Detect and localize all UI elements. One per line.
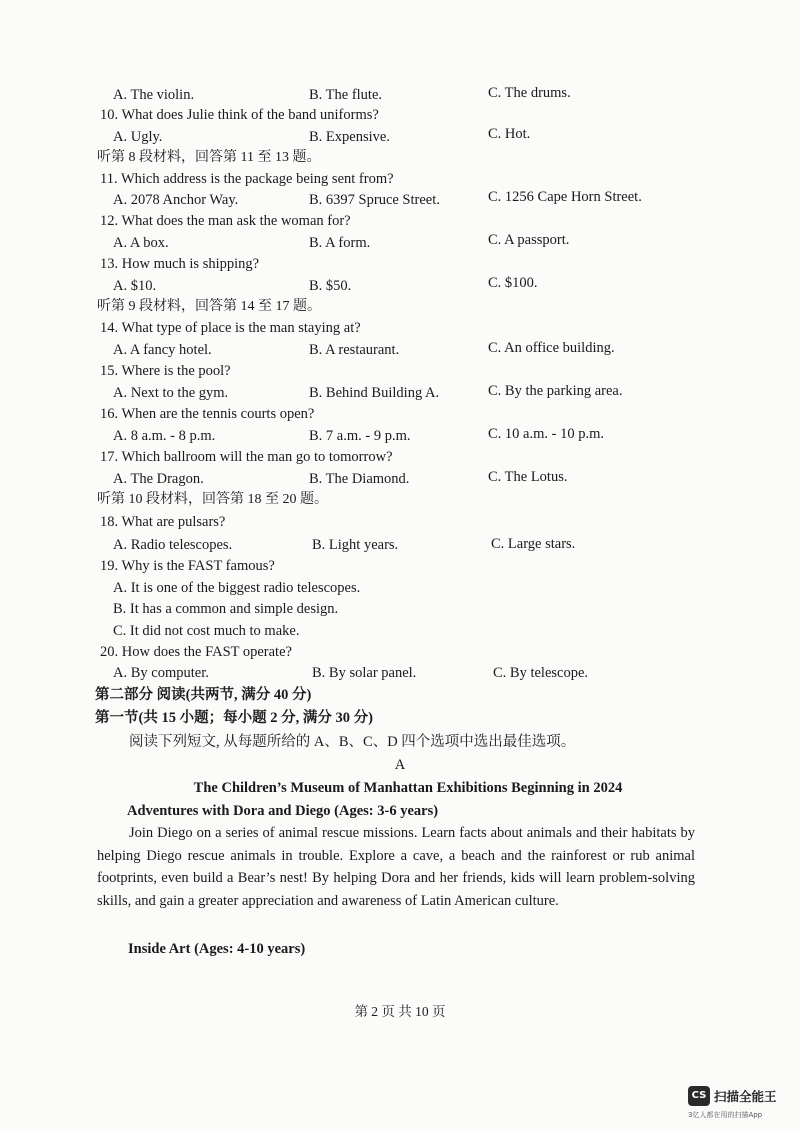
section-9-instruction: 听第 9 段材料，回答第 14 至 17 题。 (97, 299, 321, 314)
q12-option-a: A. A box. (113, 235, 169, 251)
q13-option-b: B. $50. (309, 278, 352, 294)
part-2-title: 第二部分 阅读(共两节, 满分 40 分) (95, 687, 312, 703)
exhibit-1-title: Adventures with Dora and Diego (Ages: 3-6 years) (127, 803, 439, 819)
q16-question: 16. When are the tennis courts open? (100, 406, 315, 422)
camscanner-logo-icon: CS (688, 1086, 710, 1106)
q18-option-b: B. Light years. (312, 537, 399, 553)
q9-option-c: C. The drums. (488, 85, 571, 101)
q12-option-b: B. A form. (309, 235, 371, 251)
scanner-watermark (688, 1086, 794, 1126)
q16-option-b: B. 7 a.m. - 9 p.m. (309, 428, 411, 444)
exhibit-1-description: Join Diego on a series of animal rescue missions. Learn facts about animals and their habitats by helping Diego rescue animals in trouble. Explore a cave, a beach and the rainforest or rub animal footprints, even build a Bear’s nest! By helping Dora and her friends, kids will learn problem-solving skills, and gain a greater appreciation and awareness of Latin American culture. (97, 825, 695, 910)
exhibit-2-title: Inside Art (Ages: 4-10 years) (128, 941, 306, 957)
page-number: 第 2 页 共 10 页 (354, 1004, 446, 1019)
q20-option-a: A. By computer. (113, 665, 209, 681)
q19-question: 19. Why is the FAST famous? (100, 558, 275, 574)
q15-option-b: B. Behind Building A. (309, 385, 440, 401)
q12-option-c: C. A passport. (488, 232, 570, 248)
q11-option-c: C. 1256 Cape Horn Street. (488, 189, 642, 205)
q18-option-c: C. Large stars. (491, 536, 576, 552)
q9-option-a: A. The violin. (113, 87, 195, 103)
q13-option-c: C. $100. (488, 275, 538, 291)
q10-option-b: B. Expensive. (309, 129, 390, 145)
q14-question: 14. What type of place is the man staying at? (100, 320, 361, 336)
q15-option-c: C. By the parking area. (488, 383, 623, 399)
q14-option-a: A. A fancy hotel. (113, 342, 212, 358)
passage-label: A (394, 757, 406, 773)
reading-instruction: 阅读下列短文, 从每题所给的 A、B、C、D 四个选项中选出最佳选项。 (129, 734, 576, 750)
q11-question: 11. Which address is the package being sent from? (100, 171, 394, 187)
q16-option-a: A. 8 a.m. - 8 p.m. (113, 428, 216, 444)
passage-title: The Children’s Museum of Manhattan Exhibitions Beginning in 2024 (193, 780, 623, 796)
q14-option-c: C. An office building. (488, 340, 615, 356)
q18-question: 18. What are pulsars? (100, 514, 226, 530)
q13-option-a: A. $10. (113, 278, 157, 294)
watermark-app-name: 扫描全能王 (714, 1089, 777, 1104)
q12-question: 12. What does the man ask the woman for? (100, 213, 351, 229)
q14-option-b: B. A restaurant. (309, 342, 400, 358)
q15-question: 15. Where is the pool? (100, 363, 231, 379)
q17-option-b: B. The Diamond. (309, 471, 410, 487)
q19-option-b: B. It has a common and simple design. (113, 601, 339, 617)
q20-option-b: B. By solar panel. (312, 665, 417, 681)
q10-option-c: C. Hot. (488, 126, 531, 142)
q16-option-c: C. 10 a.m. - 10 p.m. (488, 426, 604, 442)
watermark-tagline: 3亿人都在用的扫描App (688, 1111, 763, 1119)
q17-option-c: C. The Lotus. (488, 469, 568, 485)
q17-question: 17. Which ballroom will the man go to tomorrow? (100, 449, 393, 465)
q20-question: 20. How does the FAST operate? (100, 644, 292, 660)
q11-option-b: B. 6397 Spruce Street. (309, 192, 440, 208)
q19-option-a: A. It is one of the biggest radio telescopes. (113, 580, 361, 596)
q18-option-a: A. Radio telescopes. (113, 537, 233, 553)
section-1-title: 第一节(共 15 小题；每小题 2 分, 满分 30 分) (95, 710, 373, 726)
q11-option-a: A. 2078 Anchor Way. (113, 192, 239, 208)
q13-question: 13. How much is shipping? (100, 256, 260, 272)
q9-option-b: B. The flute. (309, 87, 383, 103)
q10-question: 10. What does Julie think of the band uniforms? (100, 107, 379, 123)
section-10-instruction: 听第 10 段材料，回答第 18 至 20 题。 (97, 492, 328, 507)
q20-option-c: C. By telescope. (493, 665, 589, 681)
q10-option-a: A. Ugly. (113, 129, 163, 145)
q17-option-a: A. The Dragon. (113, 471, 204, 487)
section-8-instruction: 听第 8 段材料，回答第 11 至 13 题。 (97, 150, 321, 165)
q15-option-a: A. Next to the gym. (113, 385, 229, 401)
q19-option-c: C. It did not cost much to make. (113, 623, 300, 639)
